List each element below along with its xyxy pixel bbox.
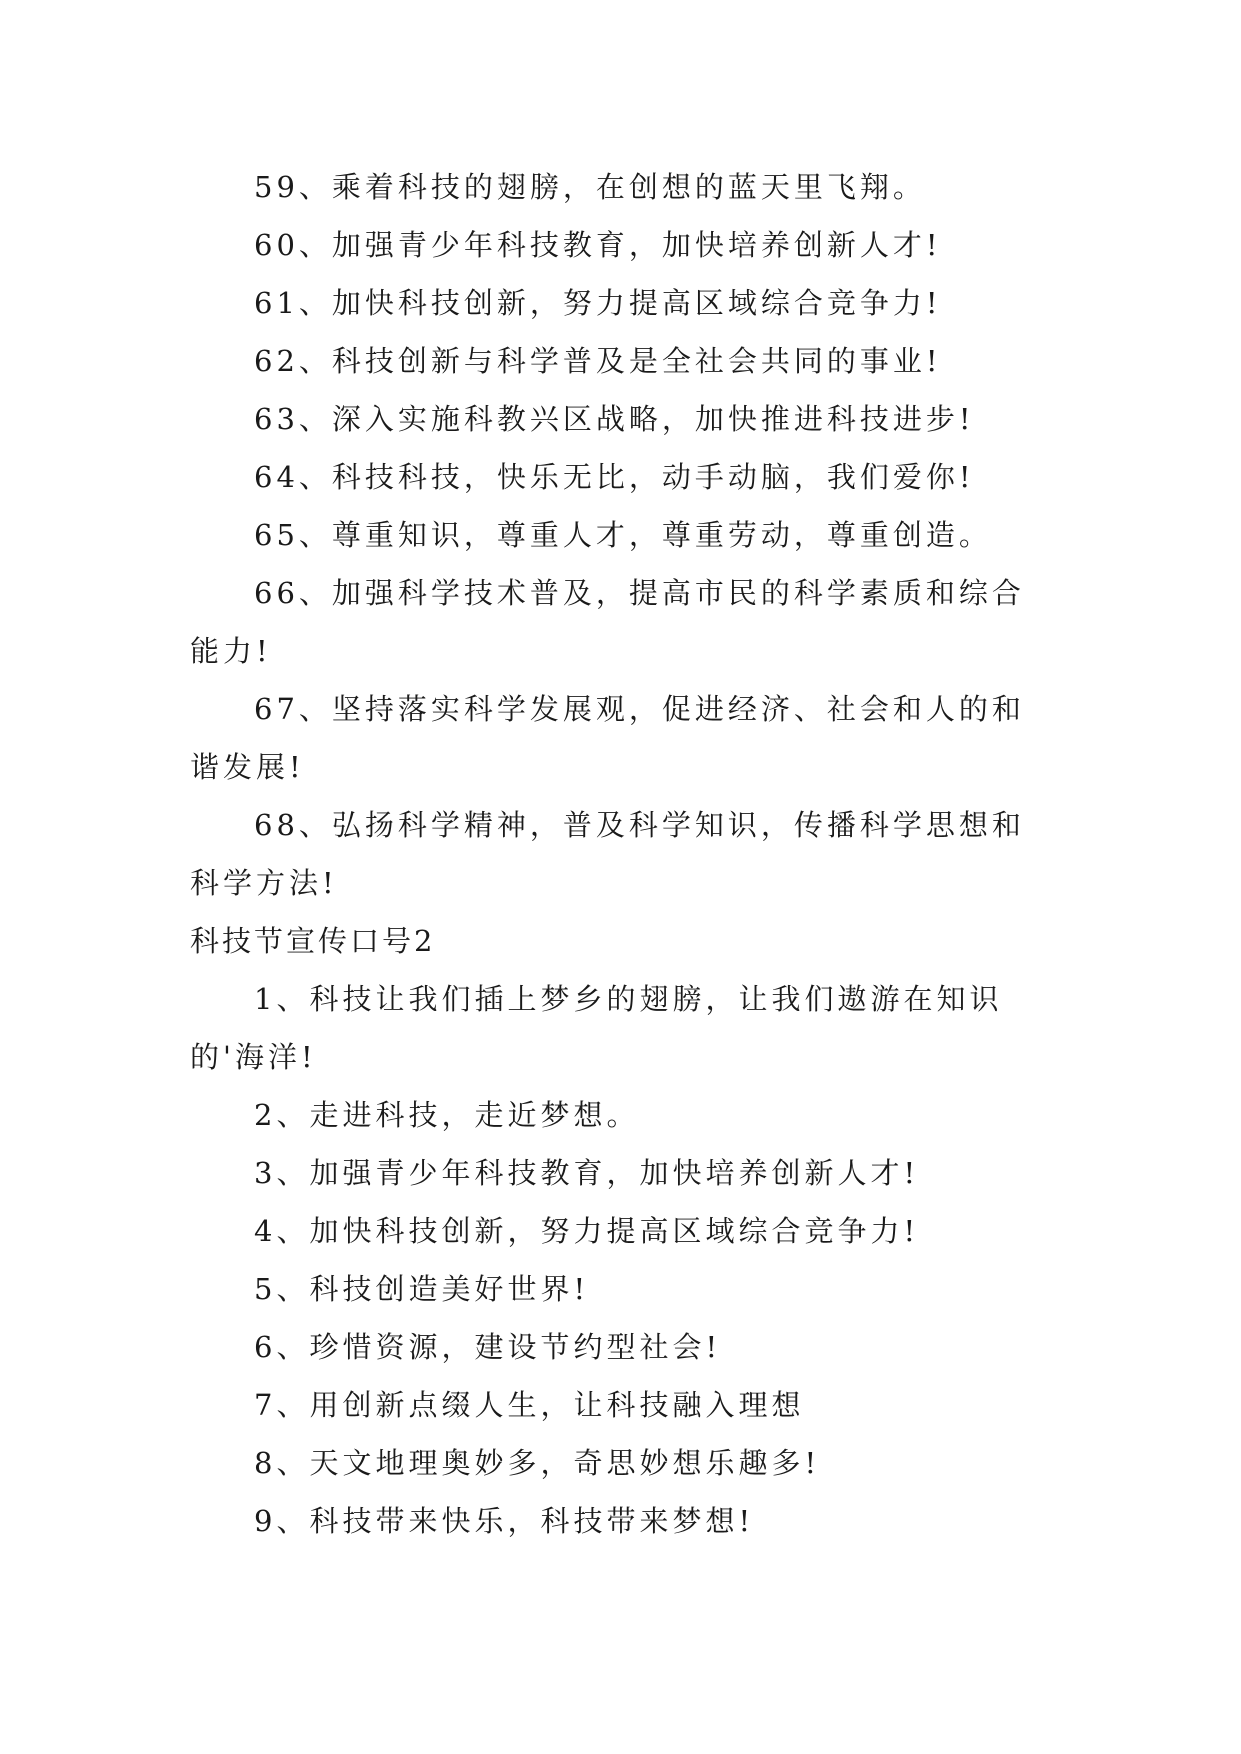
slogan-item: 67、坚持落实科学发展观，促进经济、社会和人的和谐发展! — [190, 692, 1025, 784]
slogan-item: 3、加强青少年科技教育，加快培养创新人才! — [254, 1156, 920, 1190]
slogan-item: 65、尊重知识，尊重人才，尊重劳动，尊重创造。 — [254, 518, 992, 552]
slogan-item: 5、科技创造美好世界! — [254, 1272, 590, 1306]
slogan-item: 68、弘扬科学精神，普及科学知识，传播科学思想和科学方法! — [190, 808, 1025, 900]
slogan-item: 59、乘着科技的翅膀，在创想的蓝天里飞翔。 — [254, 170, 926, 204]
slogan-item: 62、科技创新与科学普及是全社会共同的事业! — [254, 344, 942, 378]
document-body — [190, 158, 1052, 1550]
slogan-item: 60、加强青少年科技教育，加快培养创新人才! — [254, 228, 942, 262]
section-heading: 科技节宣传口号2 — [190, 924, 436, 958]
slogan-item: 66、加强科学技术普及，提高市民的科学素质和综合能力! — [190, 576, 1025, 668]
slogan-item: 8、天文地理奥妙多，奇思妙想乐趣多! — [254, 1446, 821, 1480]
slogan-item: 7、用创新点缀人生，让科技融入理想 — [254, 1388, 805, 1422]
slogan-item: 2、走进科技，走近梦想。 — [254, 1098, 640, 1132]
slogan-item: 6、珍惜资源，建设节约型社会! — [254, 1330, 722, 1364]
slogan-item: 63、深入实施科教兴区战略，加快推进科技进步! — [254, 402, 975, 436]
slogan-item: 4、加快科技创新，努力提高区域综合竞争力! — [254, 1214, 920, 1248]
slogan-item: 61、加快科技创新，努力提高区域综合竞争力! — [254, 286, 942, 320]
slogan-item: 64、科技科技，快乐无比，动手动脑，我们爱你! — [254, 460, 975, 494]
slogan-item: 1、科技让我们插上梦乡的翅膀，让我们遨游在知识的'海洋! — [190, 982, 1003, 1074]
slogan-item: 9、科技带来快乐，科技带来梦想! — [254, 1504, 755, 1538]
